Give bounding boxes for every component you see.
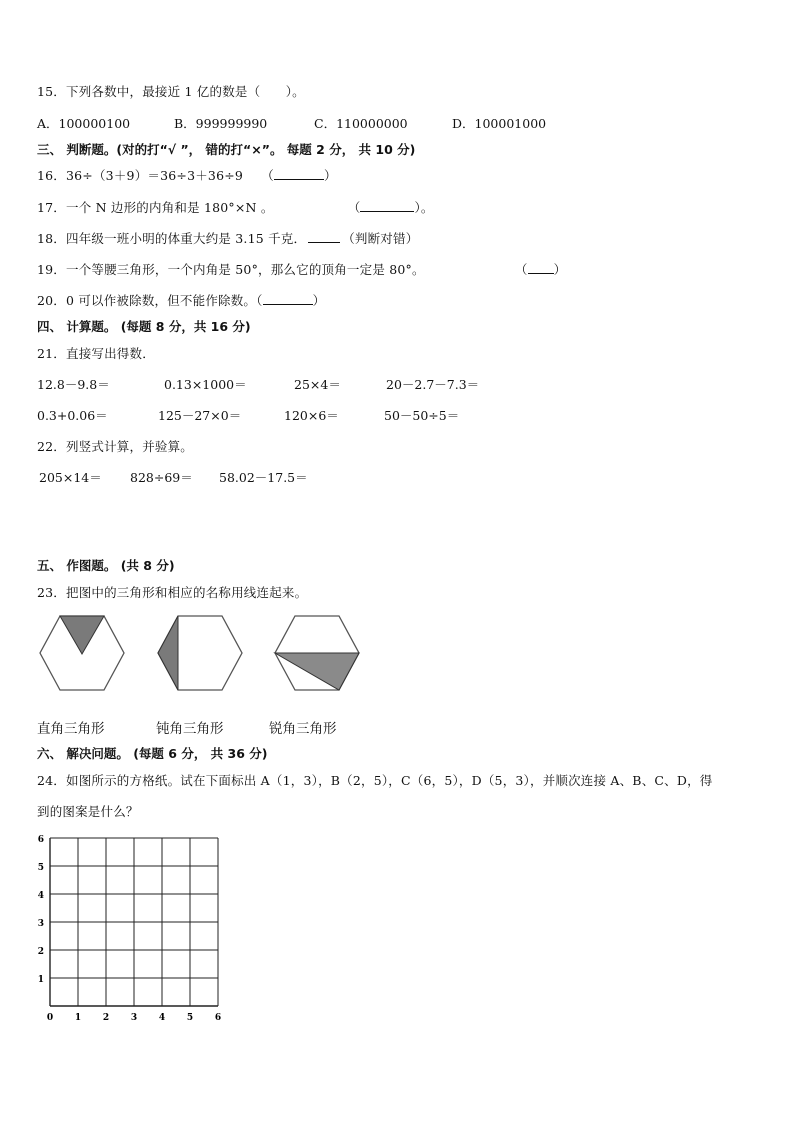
q16-paren-open: （ — [261, 168, 274, 183]
x-tick-label: 4 — [158, 1013, 166, 1023]
q21-r2-c2: 125－27×0＝ — [158, 408, 242, 423]
q21-r2-c1: 0.3+0.06＝ — [37, 408, 108, 423]
q19-paren-open: （ — [514, 262, 528, 277]
section-5-heading: 五、 作图题。 (共 8 分) — [37, 558, 175, 573]
question-17 — [37, 198, 434, 216]
q22-item-3: 58.02－17.5＝ — [219, 470, 308, 485]
q15-option-a: A．100000100 — [37, 116, 131, 131]
question-20 — [37, 291, 325, 309]
y-tick-label: 1 — [37, 975, 44, 985]
q22-item-1: 205×14＝ — [39, 470, 102, 485]
question-16 — [37, 166, 337, 184]
q16-stem: 16．36÷（3＋9）＝36÷3＋36÷9 — [37, 168, 244, 183]
q20-stem: 20．0 可以作被除数，但不能作除数。（ — [37, 293, 263, 308]
y-tick-label: 4 — [37, 891, 44, 901]
q22-item-2: 828÷69＝ — [130, 470, 193, 485]
hexagon-1-triangle — [60, 616, 104, 654]
question-24-line-1: 24．如图所示的方格纸。试在下面标出 A（1，3），B（2，5），C（6，5），D（5，3），并顺次连接 A、B、C、D，得 — [37, 773, 713, 788]
q15-option-d: D．100001000 — [452, 116, 547, 131]
hexagon-3-triangle — [275, 653, 359, 690]
q18-answer-blank[interactable] — [308, 242, 340, 243]
section-6-heading: 六、 解决问题。 (每题 6 分， 共 36 分) — [37, 746, 268, 761]
q21-r1-c4: 20－2.7－7.3＝ — [386, 377, 480, 392]
question-18 — [37, 229, 418, 247]
question-21-stem: 21．直接写出得数． — [37, 346, 155, 361]
x-tick-label: 5 — [186, 1013, 194, 1023]
question-19 — [37, 260, 566, 278]
label-right-triangle: 直角三角形 — [37, 721, 105, 737]
q19-paren-close: ） — [553, 262, 567, 277]
q15-option-b: B．999999990 — [174, 116, 268, 131]
q21-r1-c2: 0.13×1000＝ — [164, 377, 247, 392]
hexagon-figure-2 — [156, 614, 244, 692]
q21-r2-c3: 120×6＝ — [284, 408, 339, 423]
section-4-heading: 四、 计算题。 (每题 8 分，共 16 分) — [37, 319, 251, 334]
q17-paren-close: ）。 — [414, 200, 434, 215]
label-acute-triangle: 锐角三角形 — [269, 721, 337, 737]
q19-stem: 19．一个等腰三角形，一个内角是 50°，那么它的顶角一定是 80°。 — [37, 262, 425, 277]
q18-suffix: （判断对错） — [342, 231, 419, 246]
q20-paren-close: ） — [312, 293, 326, 308]
y-tick-label: 3 — [37, 919, 44, 929]
hexagon-2-triangle — [158, 616, 178, 690]
x-tick-label: 2 — [102, 1013, 110, 1023]
section-3-heading: 三、 判断题。(对的打“√ ”， 错的打“×”。 每题 2 分， 共 10 分) — [37, 142, 416, 157]
q21-r2-c4: 50－50÷5＝ — [384, 408, 460, 423]
y-tick-label: 2 — [37, 947, 44, 957]
y-tick-label: 5 — [37, 863, 44, 873]
x-tick-label: 0 — [46, 1013, 54, 1023]
x-tick-label: 3 — [130, 1013, 138, 1023]
q17-paren-open: （ — [347, 200, 361, 215]
q16-paren-close: ） — [323, 168, 337, 183]
q18-stem: 18．四年级一班小明的体重大约是 3.15 千克． — [37, 231, 307, 246]
x-tick-label: 6 — [214, 1013, 222, 1023]
q15-option-c: C．110000000 — [314, 116, 408, 131]
y-tick-label: 6 — [37, 835, 44, 845]
hexagon-figure-1 — [38, 614, 126, 692]
question-23-stem: 23．把图中的三角形和相应的名称用线连起来。 — [37, 585, 308, 600]
q21-r1-c3: 25×4＝ — [294, 377, 341, 392]
x-tick-label: 1 — [74, 1013, 82, 1023]
q21-r1-c1: 12.8－9.8＝ — [37, 377, 110, 392]
q17-stem: 17．一个 N 边形的内角和是 180°×N 。 — [37, 200, 274, 215]
q20-answer-blank[interactable] — [263, 304, 313, 305]
label-obtuse-triangle: 钝角三角形 — [156, 721, 224, 737]
coordinate-grid[interactable] — [36, 836, 226, 1026]
q17-answer-blank[interactable] — [360, 211, 414, 212]
question-15-stem: 15．下列各数中，最接近 1 亿的数是（ ）。 — [37, 84, 305, 99]
q19-answer-blank[interactable] — [528, 273, 554, 274]
hexagon-figure-3 — [273, 614, 361, 692]
question-24-line-2: 到的图案是什么？ — [37, 804, 139, 819]
question-22-stem: 22．列竖式计算，并验算。 — [37, 439, 194, 454]
q16-answer-blank[interactable] — [274, 179, 324, 180]
